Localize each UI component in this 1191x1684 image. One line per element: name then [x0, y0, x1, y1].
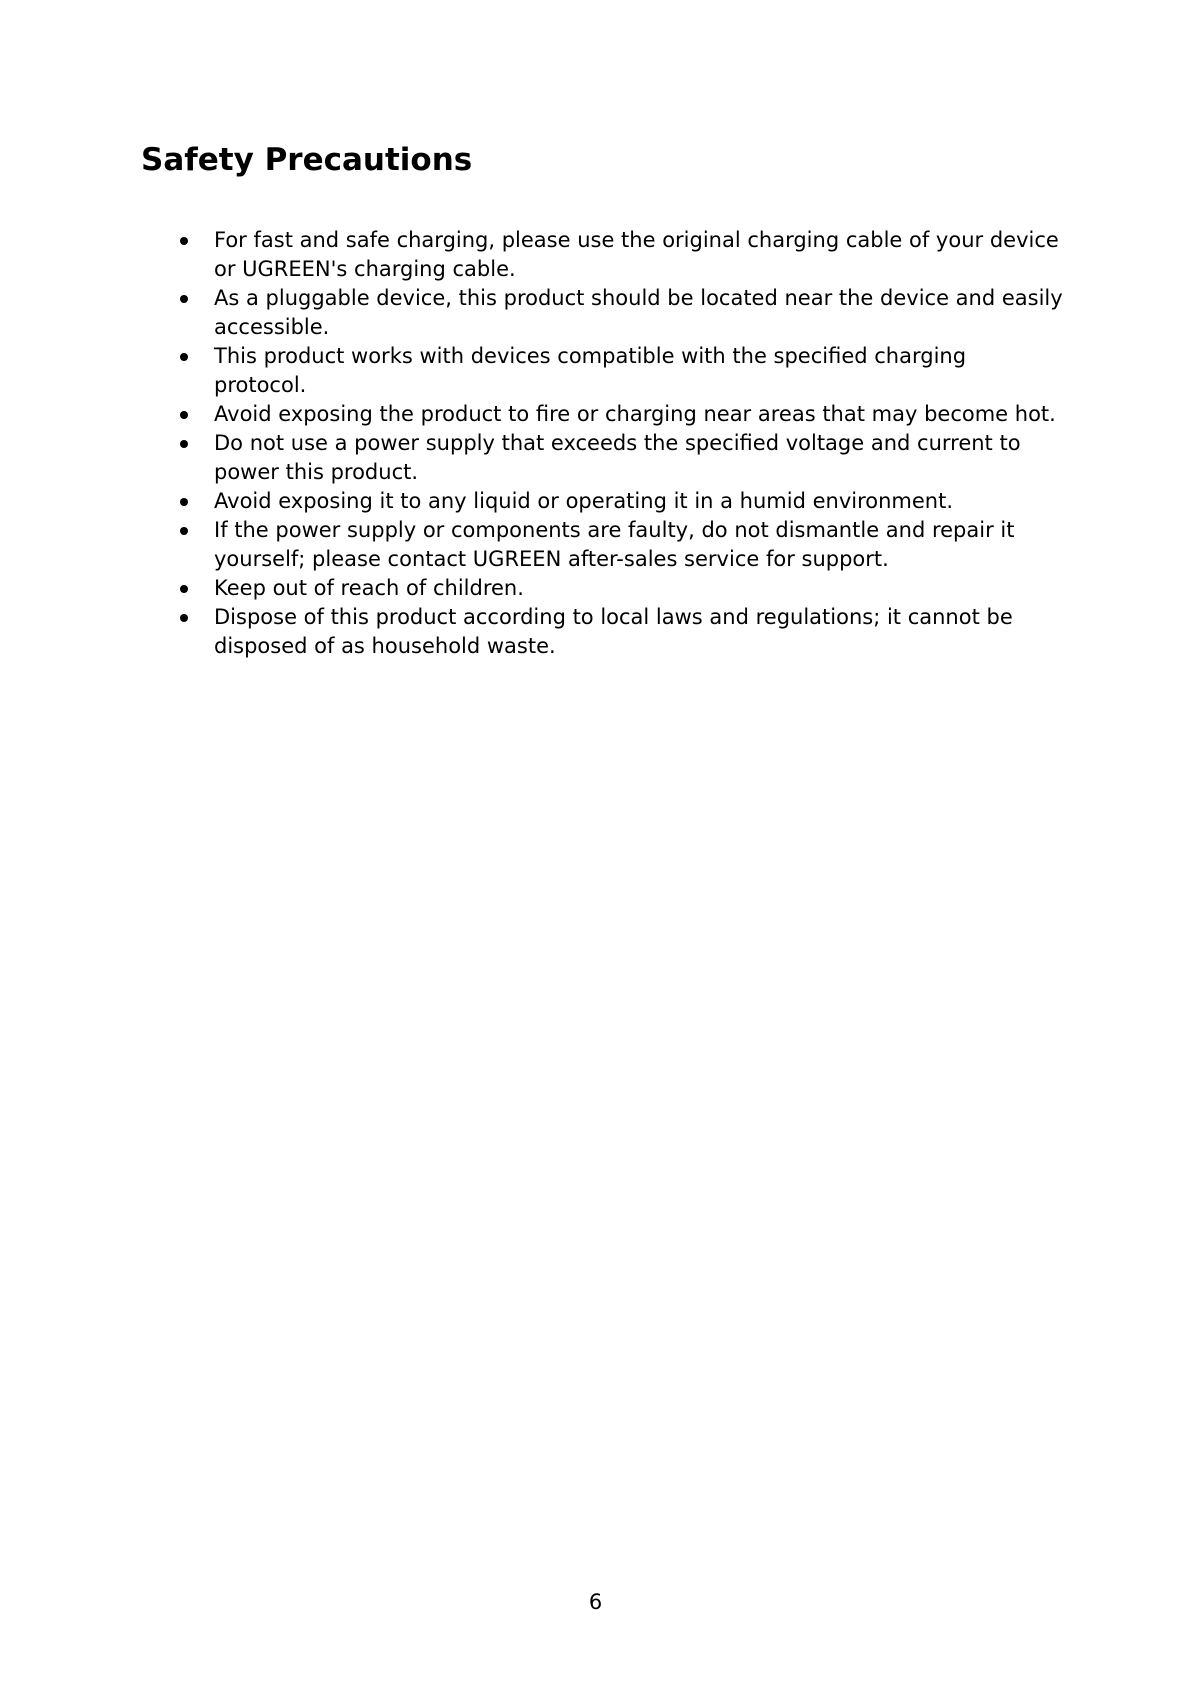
- list-item: [0, 487, 1064, 516]
- list-item-text: Keep out of reach of children.: [214, 576, 524, 600]
- bullet-icon: [180, 527, 188, 535]
- bullet-icon: [180, 353, 188, 361]
- list-item-text: If the power supply or components are faulty, do not dismantle and repair it yourself; please contact UGREEN after-sales service for support.: [214, 518, 1015, 571]
- bullet-icon: [180, 295, 188, 303]
- list-item: [0, 342, 1064, 400]
- list-item: [0, 429, 1064, 487]
- list-item-text: For fast and safe charging, please use the original charging cable of your device or UGREEN's charging cable.: [214, 228, 1059, 281]
- list-item-text: Avoid exposing the product to fire or charging near areas that may become hot.: [214, 402, 1056, 426]
- list-item: [0, 284, 1064, 342]
- bullet-icon: [180, 585, 188, 593]
- list-item: [0, 574, 1064, 603]
- list-item-text: Avoid exposing it to any liquid or operating it in a humid environment.: [214, 489, 954, 513]
- list-item-text: This product works with devices compatible with the specified charging protocol.: [214, 344, 967, 397]
- bullet-icon: [180, 614, 188, 622]
- list-item: [0, 226, 1064, 284]
- safety-list: [0, 226, 1191, 661]
- list-item: [0, 603, 1064, 661]
- list-item: [0, 516, 1064, 574]
- page-number: 6: [588, 1590, 603, 1614]
- bullet-icon: [180, 498, 188, 506]
- bullet-icon: [180, 237, 188, 245]
- page-title: Safety Precautions: [141, 142, 473, 178]
- list-item-text: Dispose of this product according to local laws and regulations; it cannot be disposed of as household waste.: [214, 605, 1013, 658]
- list-item-text: Do not use a power supply that exceeds the specified voltage and current to power this product.: [214, 431, 1021, 484]
- bullet-icon: [180, 411, 188, 419]
- bullet-icon: [180, 440, 188, 448]
- list-item: [0, 400, 1064, 429]
- list-item-text: As a pluggable device, this product should be located near the device and easily accessible.: [214, 286, 1063, 339]
